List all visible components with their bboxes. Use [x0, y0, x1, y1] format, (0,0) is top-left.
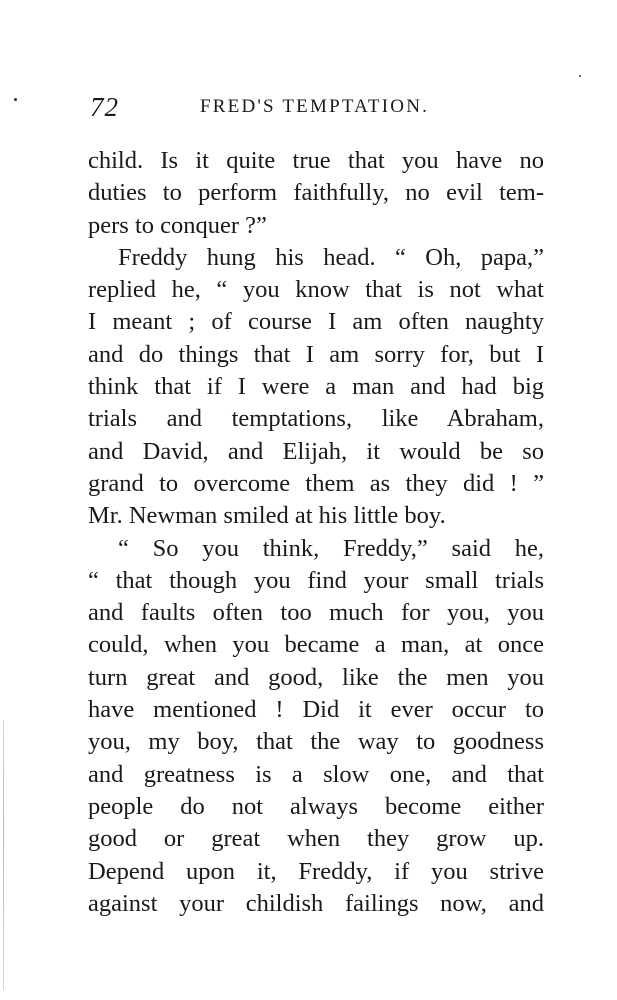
text-line: Freddy hung his head. “ Oh, papa,”: [118, 243, 544, 271]
text-line: and faults often too much for you, you: [88, 599, 544, 627]
text-line: have mentioned ! Did it ever occur to: [88, 696, 544, 724]
page-number: 72: [90, 92, 119, 122]
text-line: and David, and Elijah, it would be so: [88, 437, 544, 465]
text-line: child. Is it quite true that you have no: [88, 147, 544, 174]
text-line: you, my boy, that the way to goodness: [88, 728, 544, 756]
text-line: Depend upon it, Freddy, if you strive: [88, 857, 544, 885]
text-line: pers to conquer ?”: [88, 211, 267, 239]
text-line: think that if I were a man and had big: [88, 373, 544, 401]
text-line: duties to perform faithfully, no evil tem-: [88, 179, 544, 207]
text-line: good or great when they grow up.: [88, 825, 544, 853]
text-line: against your childish failings now, and: [88, 889, 544, 917]
text-line: and greatness is a slow one, and that: [88, 760, 544, 788]
print-speck: [579, 75, 581, 77]
body-text: [88, 145, 544, 920]
text-line: grand to overcome them as they did ! ”: [88, 469, 544, 497]
text-line: Mr. Newman smiled at his little boy.: [88, 502, 446, 530]
text-line: people do not always become either: [88, 792, 544, 820]
text-line: “ that though you find your small trials: [88, 566, 544, 594]
text-line: turn great and good, like the men you: [88, 663, 544, 691]
text-line: replied he, “ you know that is not what: [88, 276, 544, 304]
text-line: trials and temptations, like Abraham,: [88, 405, 544, 433]
running-head: [90, 92, 544, 122]
text-line: and do things that I am sorry for, but I: [88, 340, 544, 368]
text-line: I meant ; of course I am often naughty: [88, 308, 544, 336]
print-speck: [14, 98, 17, 101]
text-line: “ So you think, Freddy,” said he,: [118, 534, 544, 562]
running-title: FRED'S TEMPTATION.: [200, 96, 430, 117]
text-line: could, when you became a man, at once: [88, 631, 544, 659]
page-edge-shadow: [3, 720, 4, 990]
